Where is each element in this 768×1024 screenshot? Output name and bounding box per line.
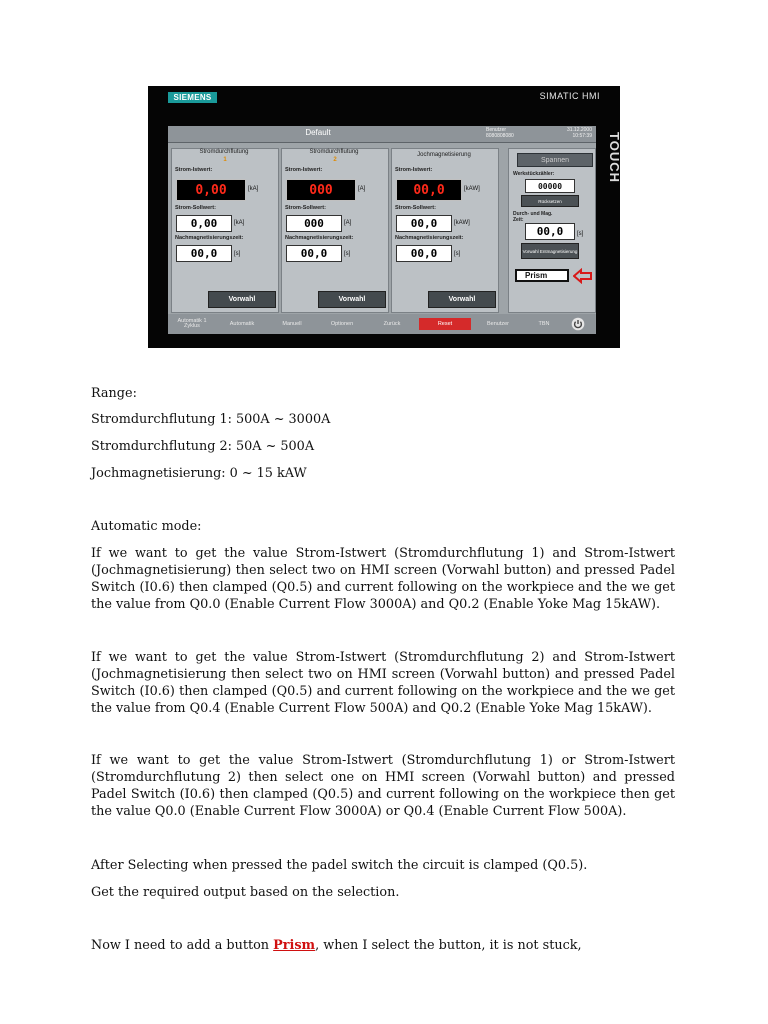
sollwert-unit: [A] xyxy=(344,220,352,226)
paragraph-1: If we want to get the value Strom-Istwert (Stromdurchflutung 1) and Strom-Istwert (Jochmagnetisierung) then select two on HMI screen (Vorwahl button) and pressed Padel Switch (I0.6) then clamped (Q0.5) and current following on the workpiece and the we get the value from Q0.0 (Enable Current Flow 3000A) and Q0.2 (Enable Yoke Mag 15kAW). xyxy=(91,546,675,612)
screen-title: Default xyxy=(305,128,331,137)
panel-number: 2 xyxy=(333,157,337,163)
sollwert-unit: [kA] xyxy=(234,220,245,226)
istwert-display: 0,00 xyxy=(176,179,246,201)
power-icon[interactable] xyxy=(571,317,585,331)
range-line-1: Stromdurchflutung 1: 500A ~ 3000A xyxy=(91,412,331,427)
zeit-unit: [s] xyxy=(234,251,241,257)
panel-stromdurchflutung-1 xyxy=(171,148,279,313)
vorwahl-button-2[interactable]: Vorwahl xyxy=(318,291,386,308)
control-panel xyxy=(508,148,596,313)
hmi-titlebar xyxy=(168,126,596,143)
vorwahl-button-3[interactable]: Vorwahl xyxy=(428,291,496,308)
vorwahl-button-1[interactable]: Vorwahl xyxy=(208,291,276,308)
sollwert-label: Strom-Sollwert: xyxy=(285,205,326,211)
istwert-label: Strom-Istwert: xyxy=(395,167,433,173)
durch-mag-unit: [s] xyxy=(577,231,584,237)
zeit-label: Nachmagnetisierungszeit: xyxy=(395,235,464,241)
sollwert-label: Strom-Sollwert: xyxy=(175,205,216,211)
automatic-heading: Automatic mode: xyxy=(91,519,202,534)
counter-label: Werkstückzähler: xyxy=(513,171,555,177)
nav-optionen[interactable]: Optionen xyxy=(330,320,354,327)
zeit-unit: [s] xyxy=(454,251,461,257)
istwert-display: 000 xyxy=(286,179,356,201)
nav-manuell[interactable]: Manuell xyxy=(282,320,302,327)
range-heading: Range: xyxy=(91,386,137,401)
range-line-3: Jochmagnetisierung: 0 ~ 15 kAW xyxy=(91,466,307,481)
zeit-label: Nachmagnetisierungszeit: xyxy=(285,235,354,241)
hmi-screen xyxy=(168,126,596,334)
zeit-input[interactable]: 00,0 xyxy=(176,245,232,262)
panel-title: Stromdurchflutung xyxy=(309,149,359,155)
panel-title: Jochmagnetisierung xyxy=(417,152,471,158)
sollwert-input[interactable]: 00,0 xyxy=(396,215,452,232)
istwert-unit: [kAW] xyxy=(464,186,480,192)
panel-title: Stromdurchflutung xyxy=(199,149,249,155)
required-output-line: Get the required output based on the selection. xyxy=(91,885,400,900)
sollwert-unit: [kAW] xyxy=(454,220,470,226)
hmi-navbar xyxy=(168,314,596,334)
entmagnetisierung-button[interactable]: Vorwahl Entmagnetisierung xyxy=(521,243,579,259)
prism-link[interactable]: Prism xyxy=(273,938,316,953)
hmi-screenshot xyxy=(148,86,620,348)
red-arrow-icon xyxy=(573,268,593,284)
nav-automatik-1-zyklus[interactable]: Automatik 1 Zyklus xyxy=(177,318,207,329)
reset-counter-button[interactable]: Rücksetzen xyxy=(521,195,579,207)
siemens-logo: SIEMENS xyxy=(168,92,217,103)
counter-display: 00000 xyxy=(525,179,575,193)
durch-mag-input[interactable]: 00,0 xyxy=(525,223,575,240)
sollwert-input[interactable]: 0,00 xyxy=(176,215,232,232)
user-info: Benutzer 8080808080 xyxy=(486,127,514,139)
nav-tbn[interactable]: TBN xyxy=(538,320,550,327)
paragraph-3: If we want to get the value Strom-Istwert (Stromdurchflutung 1) or Strom-Istwert (Stromdurchflutung 2) then select one on HMI screen (Vorwahl button) and pressed Padel Switch (I0.6) then clamped (Q0.5) and current following on the workpiece then get the value Q0.0 (Enable Current Flow 3000A) or Q0.4 (Enable Current Flow 500A). xyxy=(91,753,675,819)
panel-jochmagnetisierung xyxy=(391,148,499,313)
simatic-label: SIMATIC HMI xyxy=(539,91,600,101)
nav-benutzer[interactable]: Benutzer xyxy=(486,320,509,327)
nav-reset-button[interactable]: Reset xyxy=(419,318,471,330)
istwert-label: Strom-Istwert: xyxy=(175,167,213,173)
sollwert-label: Strom-Sollwert: xyxy=(395,205,436,211)
panel-stromdurchflutung-2 xyxy=(281,148,389,313)
zeit-label: Nachmagnetisierungszeit: xyxy=(175,235,244,241)
istwert-unit: [A] xyxy=(358,186,366,192)
zeit-input[interactable]: 00,0 xyxy=(286,245,342,262)
after-selecting-line: After Selecting when pressed the padel switch the circuit is clamped (Q0.5). xyxy=(91,858,588,873)
nav-automatik[interactable]: Automatik xyxy=(229,320,255,327)
panel-number: 1 xyxy=(223,157,227,163)
range-line-2: Stromdurchflutung 2: 50A ~ 500A xyxy=(91,439,315,454)
istwert-display: 00,0 xyxy=(396,179,462,201)
final-line: Now I need to add a button Prism, when I select the button, it is not stuck, xyxy=(91,938,582,953)
sollwert-input[interactable]: 000 xyxy=(286,215,342,232)
zeit-input[interactable]: 00,0 xyxy=(396,245,452,262)
istwert-unit: [kA] xyxy=(248,186,259,192)
nav-zurueck[interactable]: Zurück xyxy=(383,320,401,327)
touch-label: TOUCH xyxy=(607,132,622,183)
datetime: 31.12.2000 10:57:39 xyxy=(566,127,592,139)
spannen-button[interactable]: Spannen xyxy=(517,153,593,167)
zeit-unit: [s] xyxy=(344,251,351,257)
prism-button[interactable]: Prism xyxy=(515,269,569,282)
durch-mag-label: Durch- und Mag. Zeit: xyxy=(513,211,553,223)
istwert-label: Strom-Istwert: xyxy=(285,167,323,173)
paragraph-2: If we want to get the value Strom-Istwert (Stromdurchflutung 2) and Strom-Istwert (Jochmagnetisierung then select two on HMI screen (Vorwahl button) and pressed Padel Switch (I0.6) then clamped (Q0.5) and current following on the workpiece and the we get the value from Q0.4 (Enable Current Flow 500A) and Q0.2 (Enable Yoke Mag 15kAW). xyxy=(91,650,675,716)
